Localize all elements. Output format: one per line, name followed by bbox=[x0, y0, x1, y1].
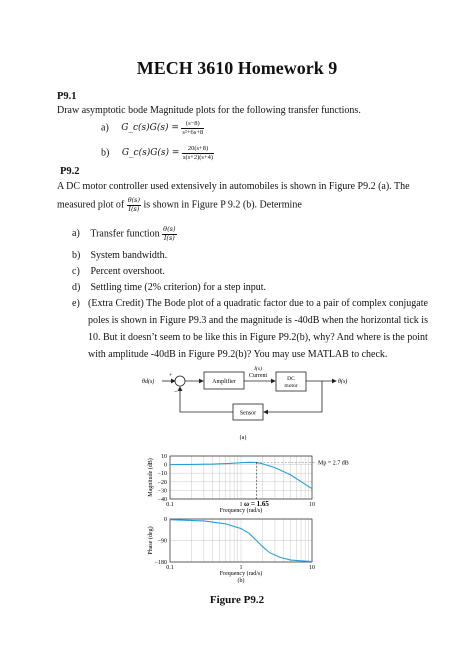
x-axis-label: Frequency (rad/s) bbox=[219, 508, 263, 514]
p92-item-e-line4: with amplitude -40dB in Figure P9.2(b)? You may use MATLAB to check. bbox=[88, 349, 388, 360]
item-text: Transfer function bbox=[90, 228, 160, 240]
p91-item-b bbox=[101, 145, 214, 161]
y-tick-label: 0 bbox=[164, 517, 167, 523]
output-label: θ(s) bbox=[338, 379, 348, 385]
y-tick-label: −40 bbox=[157, 497, 167, 503]
item-label: e) bbox=[72, 298, 80, 309]
y-tick-label: 0 bbox=[164, 462, 167, 469]
x-axis-label: Frequency (rad/s) bbox=[219, 571, 263, 577]
phase-plot bbox=[147, 517, 315, 584]
block-diagram bbox=[140, 364, 360, 442]
x-tick-label: 10 bbox=[309, 502, 315, 508]
p92-item-e-line3: 10. But it doesn’t seem to be like this in Figure P9.2(b), why? And where is the point bbox=[88, 332, 428, 343]
y-tick-label: −180 bbox=[154, 560, 167, 566]
intro-text: is shown in Figure P 9.2 (b). Determine bbox=[143, 199, 302, 211]
x-tick-label: 10 bbox=[309, 565, 315, 571]
numerator: 20(s+8) bbox=[182, 145, 214, 154]
bode-plot bbox=[110, 448, 360, 584]
omega-annotation: ω = 1.65 bbox=[244, 500, 269, 508]
item-label: d) bbox=[72, 282, 81, 293]
item-label: b) bbox=[72, 250, 81, 261]
intro-fraction bbox=[127, 197, 141, 213]
p92-item-d bbox=[72, 281, 266, 294]
p92-item-a bbox=[72, 226, 177, 242]
p91-item-a bbox=[101, 120, 204, 136]
sensor-label: Sensor bbox=[239, 410, 257, 417]
input-label: θd(s) bbox=[142, 379, 155, 385]
item-text: System bandwidth. bbox=[90, 250, 168, 261]
minus-sign: − bbox=[174, 388, 178, 396]
intro-text: measured plot of bbox=[57, 199, 125, 211]
mp-annotation: Mp = 2.7 dB bbox=[318, 460, 349, 467]
item-text: Percent overshoot. bbox=[90, 266, 165, 277]
y-axis-label: Magnitude (dB) bbox=[148, 458, 154, 497]
denominator: s²+6s+8 bbox=[182, 128, 204, 136]
plus-sign: + bbox=[169, 373, 173, 379]
item-label: c) bbox=[72, 266, 80, 277]
numerator: (s−8) bbox=[181, 120, 204, 129]
denominator: s(s+2)(s+4) bbox=[182, 153, 214, 161]
y-tick-label: −10 bbox=[157, 471, 167, 478]
item-text: Settling time (2% criterion) for a step input. bbox=[90, 282, 267, 293]
y-tick-label: −30 bbox=[157, 488, 167, 495]
x-tick-label: 1 bbox=[239, 502, 243, 508]
p92-item-e-line1: (Extra Credit) The Bode plot of a quadratic factor due to a pair of complex conjugate bbox=[88, 298, 428, 309]
current-signal-label: I(s) bbox=[254, 366, 262, 372]
equation-fraction bbox=[182, 145, 214, 161]
numerator: θ(s) bbox=[127, 196, 141, 204]
page-title: MECH 3610 Homework 9 bbox=[136, 58, 338, 78]
numerator: θ(s) bbox=[163, 225, 176, 233]
y-tick-label: 10 bbox=[161, 454, 167, 460]
section-p92-intro-line1: A DC motor controller used extensively in automobiles is shown in Figure P9.2 (a). The bbox=[57, 181, 410, 192]
section-p91-intro: Draw asymptotic bode Magnitude plots for the following transfer functions. bbox=[57, 105, 361, 116]
plot-label-b: (b) bbox=[237, 578, 245, 584]
magnitude-plot bbox=[147, 454, 349, 514]
section-p92-intro-line2 bbox=[57, 197, 302, 213]
y-axis-label: Phase (deg) bbox=[148, 526, 154, 555]
figure-caption: Figure P9.2 bbox=[209, 594, 265, 606]
p92-item-b bbox=[72, 249, 167, 262]
amplifier-label: Amplifier bbox=[212, 379, 236, 385]
current-label: Current bbox=[248, 373, 268, 379]
p92-item-c bbox=[72, 265, 165, 278]
y-tick-label: −90 bbox=[157, 538, 167, 545]
section-p91-heading: P9.1 bbox=[57, 91, 77, 102]
section-p92-heading: P9.2 bbox=[60, 166, 80, 177]
item-label: a) bbox=[72, 228, 80, 240]
feedback-return bbox=[180, 387, 233, 412]
summing-junction bbox=[175, 376, 185, 386]
dc-motor-label-1: DC bbox=[287, 376, 295, 382]
x-tick-label: 1 bbox=[239, 565, 243, 571]
equation-lhs: G_c(s)G(s) = bbox=[121, 148, 180, 159]
x-tick-label: 0.1 bbox=[166, 565, 174, 571]
diagram-label-a: (a) bbox=[239, 435, 247, 441]
item-label: a) bbox=[101, 122, 109, 134]
x-tick-label: 0.1 bbox=[166, 502, 174, 508]
denominator: I(s) bbox=[163, 233, 175, 242]
dc-motor-label-2: motor bbox=[284, 383, 298, 389]
p92-item-e-line2: poles is shown in Figure P9.3 and the magnitude is -40dB when the horizontal tick is bbox=[88, 315, 428, 326]
equation-fraction bbox=[181, 120, 204, 136]
y-tick-label: −20 bbox=[157, 479, 167, 486]
denominator: I(s) bbox=[128, 204, 140, 213]
equation-lhs: G_c(s)G(s) = bbox=[121, 123, 179, 134]
p92-item-e bbox=[72, 297, 88, 310]
item-label: b) bbox=[101, 147, 110, 159]
item-fraction bbox=[162, 226, 176, 242]
